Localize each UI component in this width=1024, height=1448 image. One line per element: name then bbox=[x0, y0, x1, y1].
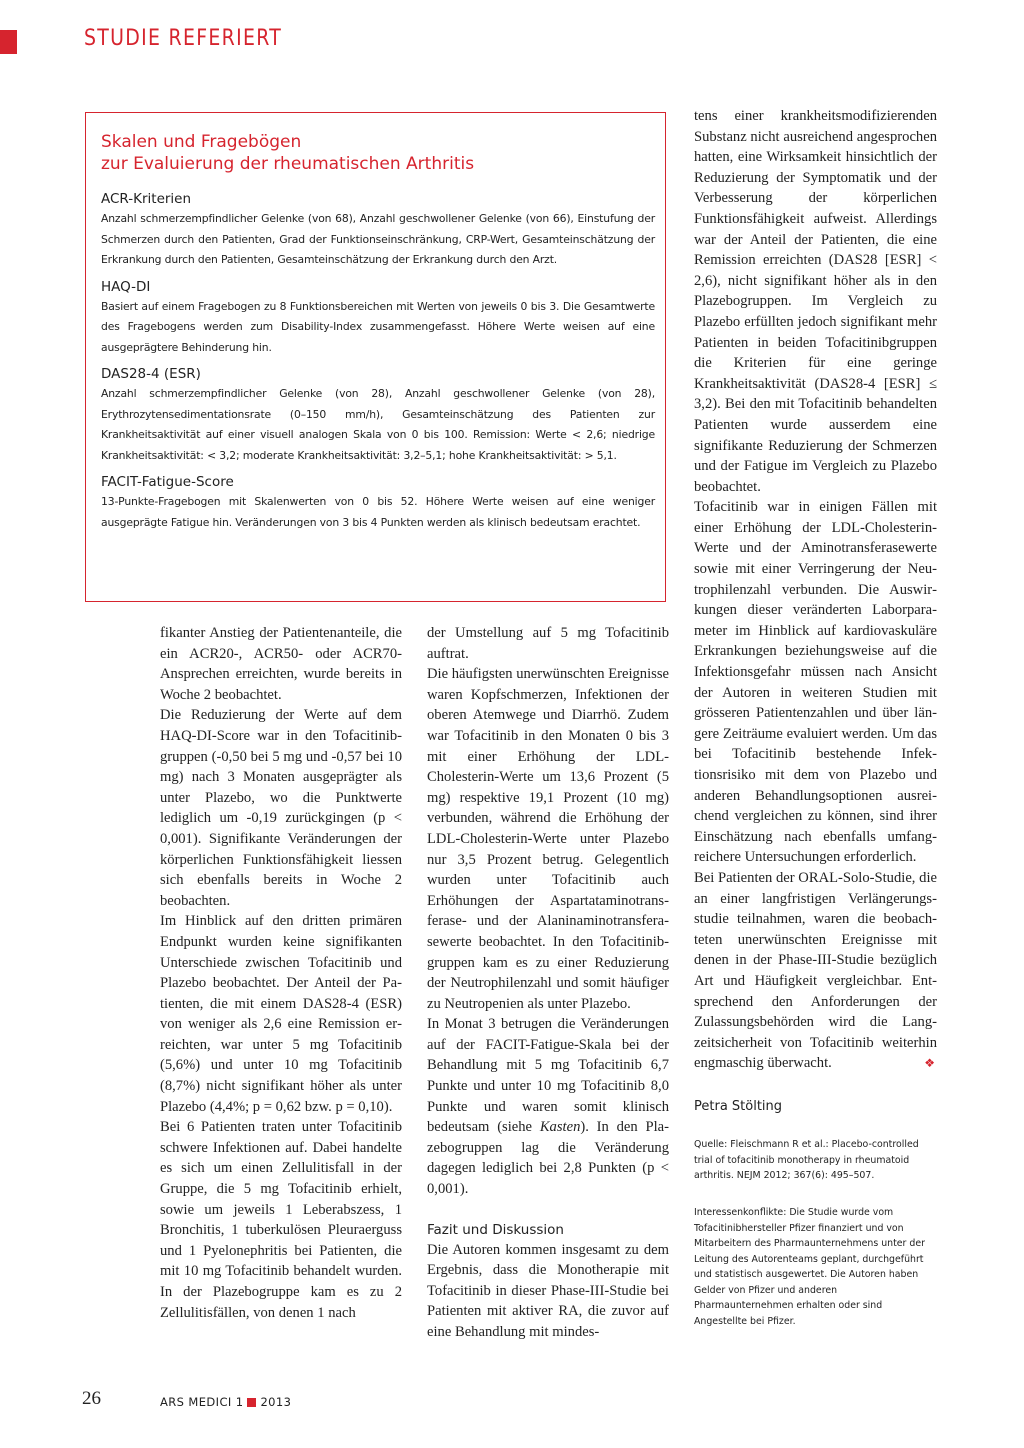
facit-results-text: In Monat 3 betrugen die Veränderungen auf der FACIT-Fatigue-Skala bei der Behandlung mit 5 mg Tofacitinib 6,7 Punkte und unter 10 mg Tofacitinib 8,0 Punkte und waren somit klinisch bedeutsam (siehe bbox=[427, 1016, 669, 1136]
body-paragraph: Die Autoren kommen insgesamt zu dem Ergebnis, dass die Monotherapie mit Tofacitinib in dieser Phase-III-Studie bei Patienten mit aktiver RA, die zuvor auf eine Behandlung mit mindes- bbox=[427, 1241, 669, 1340]
journal-separator-square bbox=[247, 1398, 256, 1407]
journal-footer bbox=[160, 1395, 291, 1409]
facit-text: 13-Punkte-Fragebogen mit Skalenwerten von 0 bis 52. Höhere Werte weisen auf eine weniger ausgeprägte Fatigue hin. Veränderungen von 3 bis 4 Punkten werden als klinisch bedeutsam erachtet. bbox=[101, 495, 655, 529]
article-column-1 bbox=[160, 623, 402, 1323]
body-paragraph: Bei 6 Patienten traten unter Tofacitinib schwere Infektionen auf. Dabei handelte es sich um einen Zellulitisfall in der Gruppe, die 5 mg Tofacitinib erhielt, sowie um jeweils 1 Leberabszess, 1 Bronchitis, 1 tuberkulösen Pleuraerguss und 1 Pyelonephritis bei Patienten, die mit 10 mg Tofacitinib behandelt wurden. In der Plazebogruppe kam es zu 2 Zellulitisfällen, von denen 1 nach bbox=[160, 1119, 402, 1321]
das28-text: Anzahl schmerzempfindlicher Gelenke (von 28), Anzahl geschwollener Gelenke (von 28), Erythrozytensedimentationsrate (0–150 mm/h), Gesamteinschätzung des Patienten zur Krankheitsaktivität auf einer visuell analogen Skala von 0 bis 100. Remission: Werte < 2,6; niedrige Krankheitsaktivität: < 3,2; moderate Krankheitsaktivität: 3,2–5,1; hohe Krankheitsaktivität: > 5,1. bbox=[101, 387, 655, 462]
journal-year: 2013 bbox=[260, 1395, 292, 1409]
body-paragraph bbox=[694, 868, 937, 1074]
body-paragraph: der Umstellung auf 5 mg Tofacitinib auftrat. bbox=[427, 625, 669, 662]
body-paragraph: fikanter Anstieg der Patientenanteile, die ein ACR20-, ACR50- oder ACR70-Ansprechen erreichten, wurde bereits in Woche 2 beobachtet. bbox=[160, 625, 402, 703]
article-column-2 bbox=[427, 623, 669, 1343]
author-name: Petra Stölting bbox=[694, 1099, 783, 1114]
article-column-3 bbox=[694, 106, 937, 1074]
das28-heading: DAS28-4 (ESR) bbox=[101, 366, 201, 382]
section-title: STUDIE REFERIERT bbox=[84, 26, 283, 51]
info-box-title-line-1: Skalen und Fragebögen bbox=[101, 132, 302, 152]
body-paragraph: Im Hinblick auf den dritten primären Endpunkt wurden keine signifikanten Unterschiede zwischen Tofacitinib und Plazebo beobachtet. Der Anteil der Patienten, die mit einem DAS28-4 (ESR) von weniger als 2,6 eine Remission erreichten, war unter 5 mg Tofacitinib (5,6%) und unter 10 mg Tofacitinib (8,7%) nicht signifikant höher als unter Plazebo (4,4%; p = 0,62 bzw. p = 0,10). bbox=[160, 913, 402, 1115]
acr-criteria-heading: ACR-Kriterien bbox=[101, 191, 192, 207]
body-paragraph: Die Reduzierung der Werte auf dem HAQ-DI-Score war in den Tofacitinibgruppen (-0,50 bei 5 mg und -0,57 bei 10 mg) nach 3 Monaten ausgeprägter als unter Plazebo, wo die Punktwerte lediglich um -0,19 zurückgingen (p < 0,001). Signifikante Veränderungen der körperlichen Funktionsfähigkeit liessen sich ebenfalls bereits in Woche 2 beobachten. bbox=[160, 707, 402, 909]
end-of-article-icon: ❖ bbox=[924, 1056, 935, 1071]
page-number: 26 bbox=[82, 1388, 101, 1409]
acr-criteria-text: Anzahl schmerzempfindlicher Gelenke (von 68), Anzahl geschwollener Gelenke (von 66), Einstufung der Schmerzen durch den Patienten, Grad der Funktionseinschränkung, CRP-Wert, Gesamteinschätzung der Erkrankung durch den Patienten, Gesamteinschätzung der Erkrankung durch den Arzt. bbox=[101, 212, 655, 266]
info-box-title bbox=[101, 131, 655, 175]
facit-heading: FACIT-Fatigue-Score bbox=[101, 474, 234, 490]
conclusion-heading: Fazit und Diskussion bbox=[427, 1221, 564, 1238]
conflict-of-interest-note: Interessenkonflikte: Die Studie wurde vom Tofacitinibhersteller Pfizer finanziert und von Mitarbeitern des Pharmaunternehmens unter der Leitung des Autorenteams geplant, durchgeführt und statistisch ausgewertet. Die Autoren haben Gelder von Pfizer und anderen Pharmaunternehmen erhalten oder sind Angestellte bei Pfizer. bbox=[694, 1207, 925, 1327]
facit-results-text-end: ). In den Plazebogruppen lag die Veränderung dagegen lediglich bei 2,8 Punkten (p < 0,001). bbox=[427, 1119, 669, 1198]
body-paragraph bbox=[427, 1014, 669, 1199]
box-reference: Kasten bbox=[539, 1119, 581, 1136]
info-box-title-line-2: zur Evaluierung der rheumatischen Arthritis bbox=[101, 154, 475, 174]
body-paragraph: Tofacitinib war in einigen Fällen mit einer Erhöhung der LDL-Cholesterin-Werte und der Aminotransferasewerte sowie mit einer Verringerung der Neutrophilenzahl verbunden. Die Auswirkungen dieser veränderten Laborparameter im Hinblick auf kardiovaskuläre Erkrankungen beziehungsweise auf die Infektionsgefahr müssen nach Ansicht der Autoren in weiteren Studien mit grösseren Patientenzahlen und über längere Zeiträume evaluiert werden. Um das bei Tofacitinib bestehende Infektionsrisiko mit dem von Plazebo und anderen Behandlungsoptionen ausreichend vergleichen zu können, sind ihrer Einschätzung nach ebenfalls umfangreichere Untersuchungen erforderlich. bbox=[694, 499, 937, 866]
haq-di-heading: HAQ-DI bbox=[101, 278, 151, 295]
source-citation: Quelle: Fleischmann R et al.: Placebo-controlled trial of tofacitinib monotherapy in rheumatoid arthritis. NEJM 2012; 367(6): 495–507. bbox=[694, 1139, 919, 1181]
scales-info-box bbox=[85, 112, 666, 602]
body-paragraph: Die häufigsten unerwünschten Ereignisse waren Kopfschmerzen, Infektionen der oberen Atemwege und Diarrhö. Zudem war Tofacitinib in den Monaten 0 bis 3 mit einer Erhöhung der LDL-Cholesterin-Werte um 13,6 Prozent (5 mg) respektive 19,1 Prozent (10 mg) verbunden, während die Erhöhung der LDL-Cholesterin-Werte unter Plazebo nur 3,5 Prozent betrug. Gelegentlich wurden unter Tofacitinib auch Erhöhungen der Aspartataminotransferase- und der Alaninaminotransferasewerte beobachtet. In den Tofacitinibgruppen kam es zu einer Reduzierung der Neutrophilenzahl und somit häufiger zu Neutropenien als unter Plazebo. bbox=[427, 666, 669, 1012]
section-color-marker bbox=[0, 30, 17, 54]
final-paragraph-text: Bei Patienten der ORAL-Solo-Studie, die an einer langfristigen Verlängerungsstudie teilnahmen, waren die beobachteten unerwünschten Ereignisse mit denen in der Phase-III-Studie bezüglich Art und Häufigkeit vergleichbar. Entsprechend den Anforderungen der Zulassungsbehörden wird die Langzeitsicherheit von Tofacitinib weiterhin engmaschig überwacht. bbox=[694, 869, 937, 1072]
body-paragraph: tens einer krankheitsmodifizierenden Substanz nicht ausreichend angesprochen hatten, eine Wirksamkeit hinsichtlich der Reduzierung der Symptomatik und der Verbesserung der körperlichen Funktionsfähigkeit aufweist. Allerdings war der Anteil der Patienten, die eine Remission erreichten (DAS28 [ESR] < 2,6), nicht signifikant höher als in den Plazebogruppen. Im Vergleich zu Plazebo erfüllten jedoch signifikant mehr Patienten in beiden Tofacitinibgruppen die Kriterien für eine geringe Krankheitsaktivität (DAS28-4 [ESR] ≤ 3,2). Bei den mit Tofacitinib behandelten Patienten wurde ausserdem eine signifikante Reduzierung der Schmerzen und der Fatigue im Vergleich zu Plazebo beobachtet. bbox=[694, 108, 937, 495]
haq-di-text: Basiert auf einem Fragebogen zu 8 Funktionsbereichen mit Werten von jeweils 0 bis 3. Die Gesamtwerte des Fragebogens werden zum Disability-Index zusammengefasst. Höhere Werte weisen auf eine ausgeprägtere Behinderung hin. bbox=[101, 299, 655, 354]
journal-name: ARS MEDICI 1 bbox=[160, 1395, 244, 1409]
